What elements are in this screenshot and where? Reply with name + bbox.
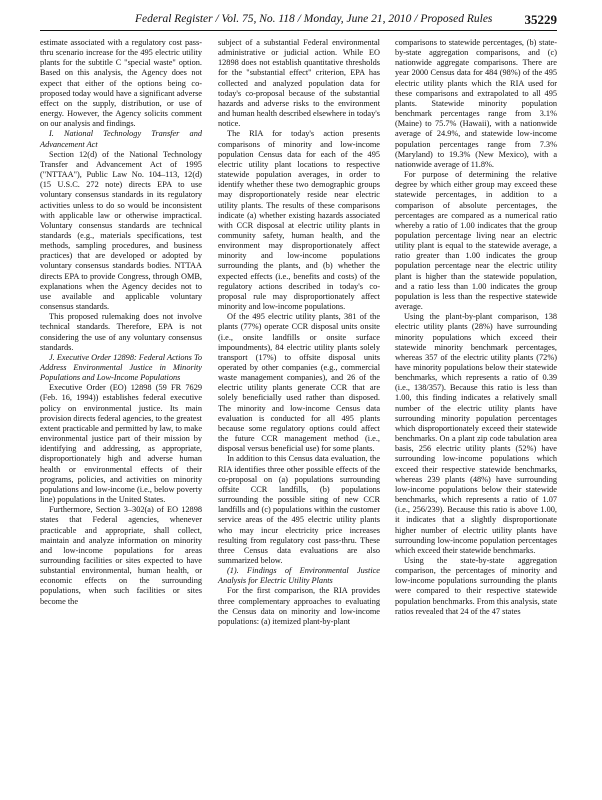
header-rule [40,30,557,31]
paragraph: This proposed rulemaking does not involve technical standards. Therefore, EPA is not considering the use of any voluntary consensus standards. [40,312,202,352]
paragraph: estimate associated with a regulatory cost pass-thru scenario increase for the 495 electric utility plants for the subtitle C "special waste" option. Based on this analysis, the Agency does not expect that either of the options being co-proposed today would have a significant adverse effect on the supply, distribution, or use of energy. However, the Agency solicits comment on our analysis and findings. [40,38,202,129]
paragraph: Executive Order (EO) 12898 (59 FR 7629 (Feb. 16, 1994)) establishes federal executive policy on environmental justice. Its main provision directs federal agencies, to the greatest extent practicable and permitted by law, to make environmental justice part of their mission by identifying and addressing, as appropriate, disproportionately high and adverse human health or environmental effects of their programs, policies, and activities on minority populations and low-income (i.e., below poverty line) populations in the United States. [40,383,202,505]
paragraph: In addition to this Census data evaluation, the RIA identifies three other possible effects of the co-proposal on (a) populations surrounding offsite CCR landfills, (b) populations surrounding the possible siting of new CCR landfills and (c) populations within the customer service areas of the 495 electric utility plants who may incur electricity price increases resulting from regulatory cost pass-thru. These three Census data evaluations are also summarized below. [218,454,380,565]
section-heading: I. National Technology Transfer and Advancement Act [40,129,202,149]
section-heading: J. Executive Order 12898: Federal Actions To Address Environmental Justice in Minority Populations and Low-Income Populations [40,352,202,383]
paragraph: For the first comparison, the RIA provides three complementary approaches to evaluating the Census data on minority and low-income populations: (a) itemized plant-by-plant [218,586,380,626]
text-column-1 [40,38,202,607]
section-heading: (1). Findings of Environmental Justice Analysis for Electric Utility Plants [218,566,380,586]
paragraph: Using the plant-by-plant comparison, 138 electric utility plants (28%) have surrounding minority populations which exceed their statewide minority benchmark percentages, whereas 357 of the electric utility plants (72%) have minority populations below their statewide benchmarks, which represents a ratio of 0.39 (i.e., 138/357). Because this ratio is less than 1.00, this finding indicates a relatively small number of the electric utility plants have surrounding minority population percentages which disproportionately exceed their statewide benchmarks. On a plant zip code tabulation area basis, 256 electric utility plants (52%) have surrounding low-income populations which exceed their respective statewide benchmarks, whereas 239 plants (48%) have surrounding low-income populations below their statewide benchmarks, which represents a ratio of 1.07 (i.e., 256/239). Because this ratio is above 1.00, it indicates that a slightly disproportionate higher number of electric utility plants have surrounding low-income population percentages which exceed their statewide benchmarks. [395,312,557,555]
paragraph: Furthermore, Section 3–302(a) of EO 12898 states that Federal agencies, whenever practicable and appropriate, shall collect, maintain and analyze information on minority and low-income populations for areas surrounding facilities or sites expected to have substantial environmental, human health, or economic effects on the surrounding populations, when such facilities or sites become the [40,505,202,606]
paragraph: Using the state-by-state aggregation comparison, the percentages of minority and low-income populations surrounding the plants were compared to their respective statewide population benchmarks. From this analysis, state ratios revealed that 24 of the 47 states [395,555,557,616]
paragraph: Section 12(d) of the National Technology Transfer and Advancement Act of 1995 ("NTTAA"), Public Law No. 104–113, 12(d) (15 U.S.C. 272 note) directs EPA to use voluntary consensus standards in its regulatory activities unless to do so would be inconsistent with applicable law or otherwise impractical. Voluntary consensus standards are technical standards (e.g., materials specifications, test methods, sampling procedures, and business practices) that are developed or adopted by voluntary consensus standards bodies. NTTAA directs EPA to provide Congress, through OMB, explanations when the Agency decides not to use available and applicable voluntary consensus standards. [40,149,202,312]
paragraph: comparisons to statewide percentages, (b) state-by-state aggregation comparisons, and (c) nationwide aggregate comparisons. There are year 2000 Census data for 484 (98%) of the 495 electric utility plants which the RIA used for these comparisons and extrapolated to all 495 plants. Statewide minority population benchmark percentages range from 3.1% (Maine) to 75.7% (Hawaii), with a nationwide average of 24.9%, and statewide low-income population percentages range from 7.3% (Maryland) to 19.3% (New Mexico), with a nationwide average of 11.8%. [395,38,557,169]
paragraph: The RIA for today's action presents comparisons of minority and low-income population Census data for each of the 495 electric utility plant locations to respective statewide population averages, in order to identify whether these two demographic groups may disproportionately reside near electric utility plants. The results of these comparisons indicate (a) whether existing hazards associated with CCR disposal at electric utility plants in community safety, human health, and the environment may disproportionately affect minority and low-income populations surrounding the plants, and (b) whether the expected effects (i.e., benefits and costs) of the regulatory actions described in today's co-proposal rule may disproportionately affect minority and low-income populations. [218,129,380,312]
header-title: Federal Register / Vol. 75, No. 118 / Monday, June 21, 2010 / Proposed Rules [135,13,493,25]
page-number: 35229 [524,12,557,27]
text-column-3 [395,38,557,617]
paragraph: For purpose of determining the relative degree by which either group may exceed these statewide percentages, in addition to a comparison of absolute percentages, the percentages are compared as a numerical ratio whereby a ratio of 1.00 indicates that the group population percentage living near an electric utility plant is equal to the statewide average, a ratio greater than 1.00 indicates the group population percentage near the electric utility plant is higher than the statewide population, and a ratio less than 1.00 indicates the group population is less than the respective statewide average. [395,170,557,312]
page-header [40,13,557,29]
paragraph: subject of a substantial Federal environmental administrative or judicial action. While EO 12898 does not establish quantitative thresholds for the "substantial effect" criterion, EPA has collected and analyzed population data for today's co-proposal because of the substantial hazards and adverse risks to the environment and human health described elsewhere in today's notice. [218,38,380,129]
paragraph: Of the 495 electric utility plants, 381 of the plants (77%) operate CCR disposal units onsite (i.e., onsite landfills or onsite surface impoundments), 84 electric utility plants solely transport (17%) to offsite disposal units operated by other companies (e.g., commercial waste management companies), and 26 of the electric utility plants generate CCR that are solely beneficially used rather than disposed. The minority and low-income Census data evaluation is conducted for all 495 plants because some regulatory options could affect the future CCR management method (i.e., disposal versus beneficial use) for some plants. [218,312,380,454]
text-column-2 [218,38,380,627]
